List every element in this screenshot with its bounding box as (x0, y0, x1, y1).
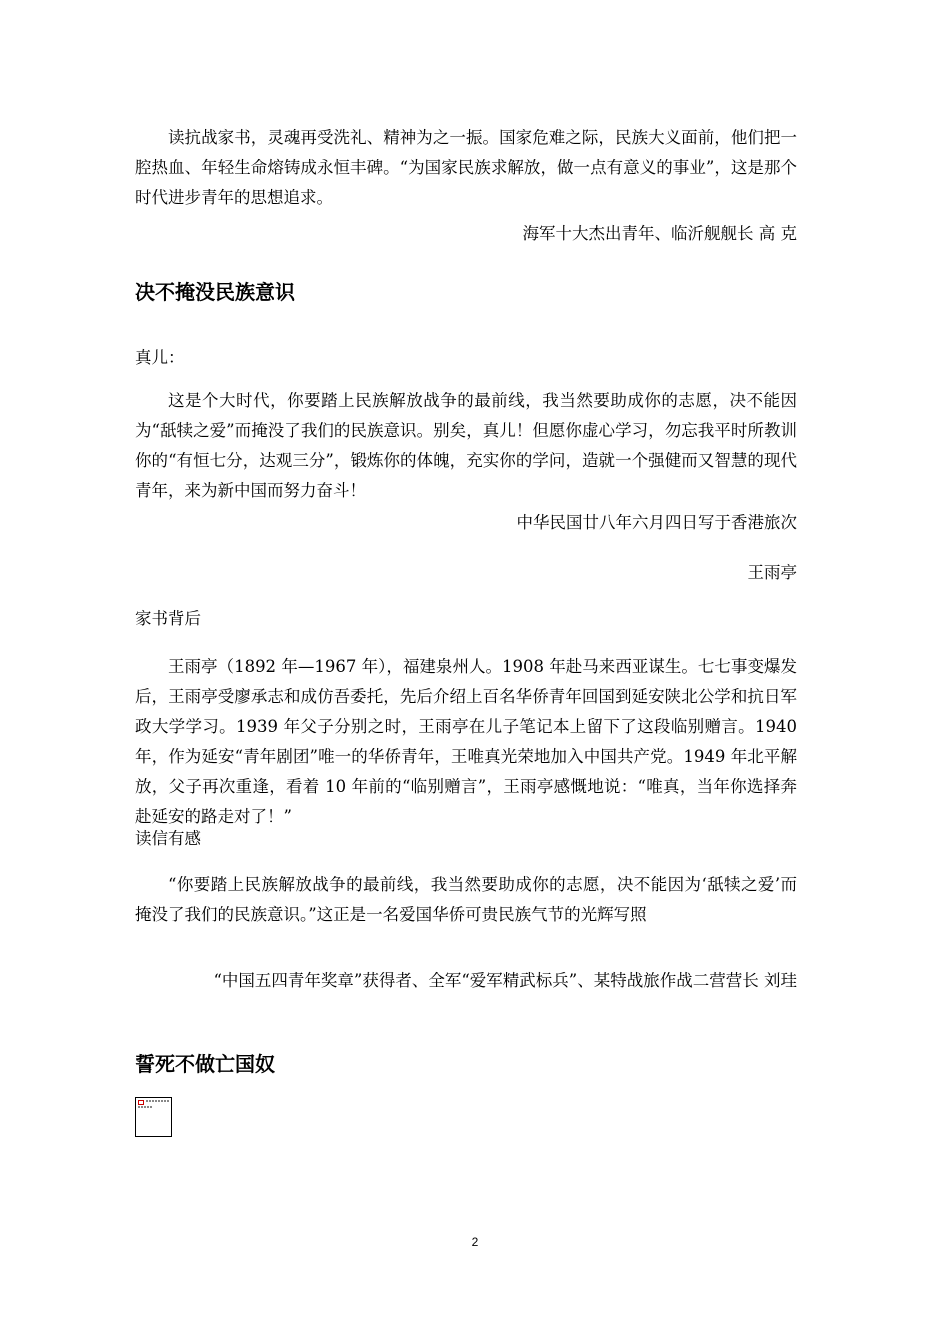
broken-image-placeholder (135, 1097, 172, 1137)
letter-author: 王雨亭 (747, 563, 797, 582)
broken-image-icon (138, 1100, 144, 1105)
intro-signature: 海军十大杰出青年、临沂舰舰长 高 克 (522, 224, 797, 243)
background-label: 家书背后 (135, 609, 201, 628)
section-title-never-slave: 誓死不做亡国奴 (135, 1052, 275, 1076)
reflection-signature: “中国五四青年奖章”获得者、全军“爱军精武标兵”、某特战旅作战二营营长 刘珪 (213, 971, 797, 990)
section-title-nationalism: 决不掩没民族意识 (135, 280, 295, 304)
letter-salutation: 真儿： (135, 348, 185, 367)
reflection-text: “你要踏上民族解放战争的最前线，我当然要助成你的志愿，决不能因为‘舐犊之爱’而掩没了我们的民族意识。”这正是一名爱国华侨可贵民族气节的光辉写照 (135, 875, 797, 924)
background-text: 王雨亭（1892 年—1967 年），福建泉州人。1908 年赴马来西亚谋生。七七事变爆发后，王雨亭受廖承志和成仿吾委托，先后介绍上百名华侨青年回国到延安陕北公学和抗日军政大学学习。1939 年父子分别之时，王雨亭在儿子笔记本上留下了这段临别赠言。1940 年，作为延安“青年剧团”唯一的华侨青年，王唯真光荣地加入中国共产党。1949 年北平解放，父子再次重逢，看着 10 年前的“临别赠言”，王雨亭感慨地说：“唯真，当年你选择奔赴延安的路走对了！” (135, 657, 797, 826)
page-number: 2 (471, 1235, 479, 1249)
intro-paragraph: 读抗战家书，灵魂再受洗礼、精神为之一振。国家危难之际，民族大义面前，他们把一腔热血、年轻生命熔铸成永恒丰碑。“为国家民族求解放，做一点有意义的事业”，这是那个时代进步青年的思想追求。 (135, 128, 797, 207)
reflection-label: 读信有感 (135, 829, 201, 848)
letter-body: 这是个大时代，你要踏上民族解放战争的最前线，我当然要助成你的志愿，决不能因为“舐犊之爱”而掩没了我们的民族意识。别矣，真儿！但愿你虚心学习，勿忘我平时所教训你的“有恒七分，达观三分”，锻炼你的体魄，充实你的学问，造就一个强健而又智慧的现代青年，来为新中国而努力奋斗！ (135, 391, 797, 500)
letter-date: 中华民国廿八年六月四日写于香港旅次 (516, 513, 797, 532)
